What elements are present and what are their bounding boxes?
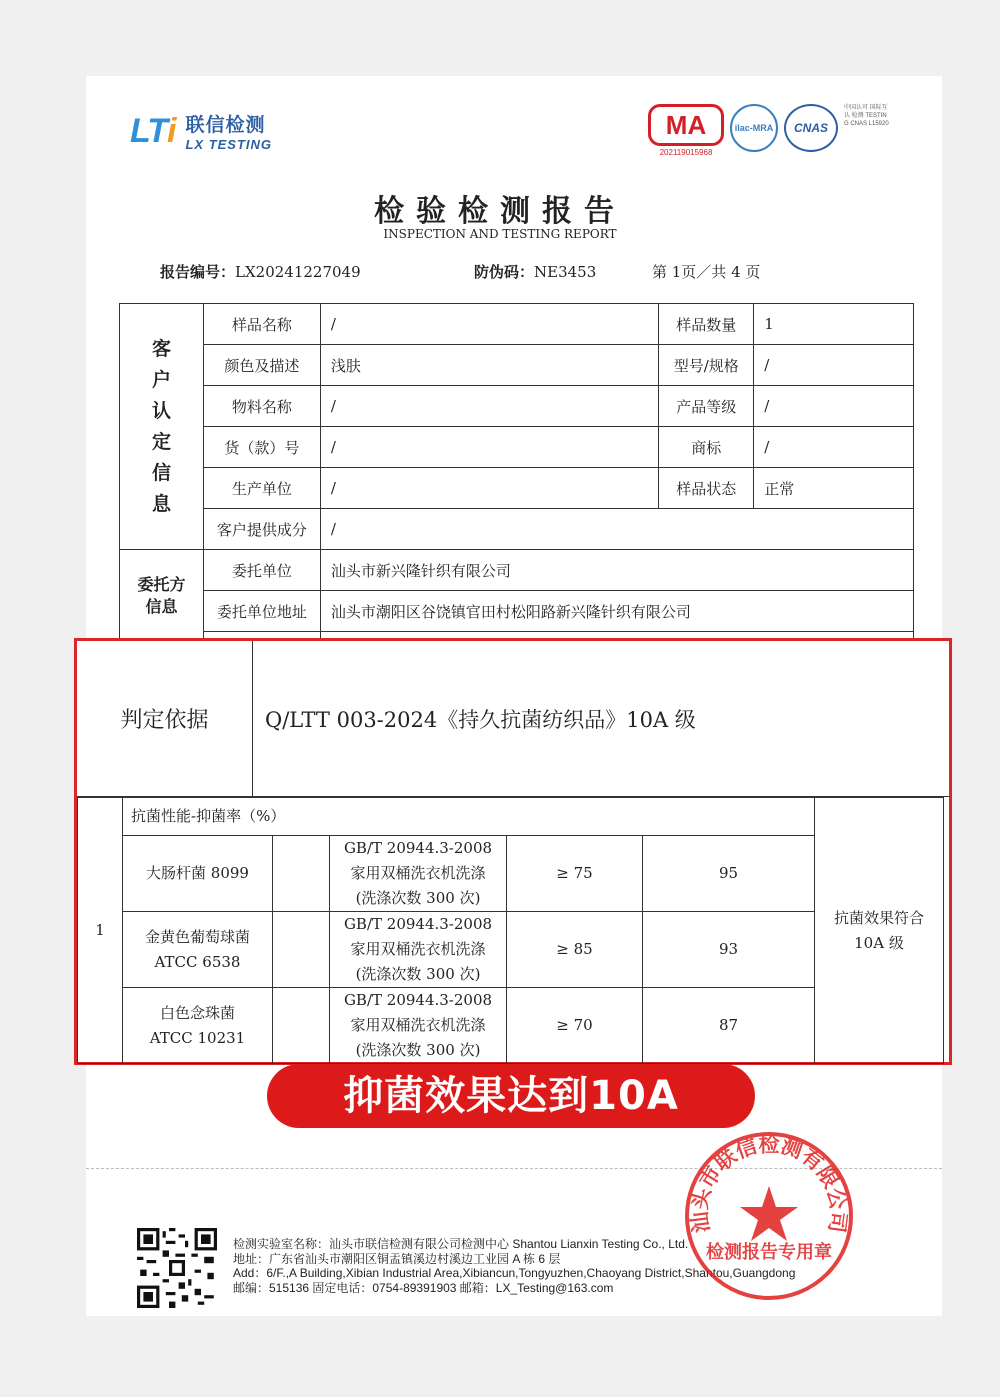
field-label: 样品数量 (659, 304, 754, 345)
field-value: 1 (754, 304, 914, 345)
field-value: / (754, 427, 914, 468)
field-value: / (754, 345, 914, 386)
seal-star-icon (740, 1186, 798, 1241)
field-label: 型号/规格 (659, 345, 754, 386)
cnas-text: 中国认可 国际互认 检测 TESTING CNAS L15920 (844, 105, 889, 127)
ilac-mra-logo: ilac-MRA (730, 104, 778, 152)
test-result: 95 (643, 836, 815, 912)
table-row (120, 345, 914, 386)
conclusion: 抗菌效果符合 10A 级 (815, 798, 944, 1064)
field-value: / (754, 386, 914, 427)
client-info-table (119, 303, 914, 643)
table-row (120, 386, 914, 427)
field-value: 汕头市新兴隆针织有限公司 (320, 550, 913, 591)
qr-code-icon (137, 1228, 217, 1308)
table-row (78, 912, 944, 988)
item-number: 1 (78, 798, 123, 1064)
lab-name: 检测实验室名称：汕头市联信检测有限公司检测中心 Shantou Lianxin Testing Co., Ltd. (233, 1237, 689, 1251)
field-value: / (320, 304, 658, 345)
table-row (120, 550, 914, 591)
requirement: ≥ 70 (507, 988, 643, 1064)
delegate-section-label: 委托方信息 (120, 550, 204, 643)
field-label: 客户提供成分 (203, 509, 320, 550)
report-title-en: INSPECTION AND TESTING REPORT (383, 227, 617, 241)
test-method: GB/T 20944.3-2008 家用双桶洗衣机洗涤 (洗涤次数 300 次) (330, 912, 507, 988)
official-seal (683, 1130, 855, 1302)
cnas-logo: CNAS (784, 104, 838, 152)
field-label: 样品状态 (659, 468, 754, 509)
field-value: / (320, 468, 658, 509)
logo-text (185, 110, 272, 152)
logo-mark: LTi (130, 111, 176, 150)
anti-fake-code: 防伪码：NE3453 (474, 263, 597, 281)
judgement-basis-row (77, 641, 949, 797)
test-method: GB/T 20944.3-2008 家用双桶洗衣机洗涤 (洗涤次数 300 次) (330, 836, 507, 912)
logo-en: LX TESTING (185, 137, 273, 152)
strain-name: 大肠杆菌 8099 (123, 836, 273, 912)
company-logo (130, 110, 272, 152)
field-label: 委托单位 (203, 550, 320, 591)
table-row (78, 836, 944, 912)
client-section-label: 客户认定信息 (120, 304, 204, 550)
field-label: 颜色及描述 (203, 345, 320, 386)
logo-cn: 联信检测 (185, 115, 266, 136)
judgement-basis-value: Q/LTT 003-2024《持久抗菌纺织品》10A 级 (265, 707, 696, 732)
item-title: 抗菌性能-抑菌率（%） (123, 798, 815, 836)
requirement: ≥ 85 (507, 912, 643, 988)
lab-contact: 邮编：515136 固定电话：0754-89391903 邮箱：LX_Testing@163.com (233, 1280, 614, 1295)
field-value: / (320, 427, 658, 468)
requirement: ≥ 75 (507, 836, 643, 912)
field-label: 生产单位 (203, 468, 320, 509)
judgement-basis-label: 判定依据 (77, 641, 253, 796)
seal-bottom-text: 检测报告专用章 (706, 1242, 832, 1263)
lab-address-cn: 地址：广东省汕头市潮阳区铜盂镇溪边村溪边工业园 A 栋 6 层 (233, 1251, 561, 1266)
table-row (120, 468, 914, 509)
field-label: 样品名称 (203, 304, 320, 345)
field-label: 委托单位地址 (203, 591, 320, 632)
test-result: 87 (643, 988, 815, 1064)
result-table (77, 797, 944, 1064)
field-value: / (320, 509, 913, 550)
table-row (78, 798, 944, 836)
field-label: 产品等级 (659, 386, 754, 427)
table-row (120, 304, 914, 345)
report-number: 报告编号：LX20241227049 (160, 263, 361, 281)
table-row (120, 591, 914, 632)
field-label: 物料名称 (203, 386, 320, 427)
table-row (120, 427, 914, 468)
lab-address-en: Add：6/F.,A Building,Xibian Industrial Area,Xibiancun,Tongyuzhen,Chaoyang District,Shantou,Guangdong (233, 1266, 796, 1280)
field-value: 汕头市潮阳区谷饶镇官田村松阳路新兴隆针织有限公司 (320, 591, 913, 632)
cma-number: 202119015968 (659, 148, 713, 157)
field-value: 正常 (754, 468, 914, 509)
table-row (120, 509, 914, 550)
field-label: 货（款）号 (203, 427, 320, 468)
table-row (78, 988, 944, 1064)
strain-name: 金黄色葡萄球菌 ATCC 6538 (123, 912, 273, 988)
report-title: 检验检测报告 (374, 194, 626, 229)
test-result: 93 (643, 912, 815, 988)
highlighted-result-box (74, 638, 952, 1065)
cma-mark: MA (648, 104, 724, 146)
strain-name: 白色念珠菌 ATCC 10231 (123, 988, 273, 1064)
result-banner: 抑菌效果达到10A (267, 1064, 755, 1128)
field-value: / (320, 386, 658, 427)
test-method: GB/T 20944.3-2008 家用双桶洗衣机洗涤 (洗涤次数 300 次) (330, 988, 507, 1064)
certification-logos (648, 104, 890, 157)
cma-logo (648, 104, 724, 157)
field-label: 商标 (659, 427, 754, 468)
page-indicator: 第 1页／共 4 页 (652, 263, 761, 281)
field-value: 浅肤 (320, 345, 658, 386)
seal-ring-text: 汕头市联信检测有限公司 (687, 1132, 851, 1235)
